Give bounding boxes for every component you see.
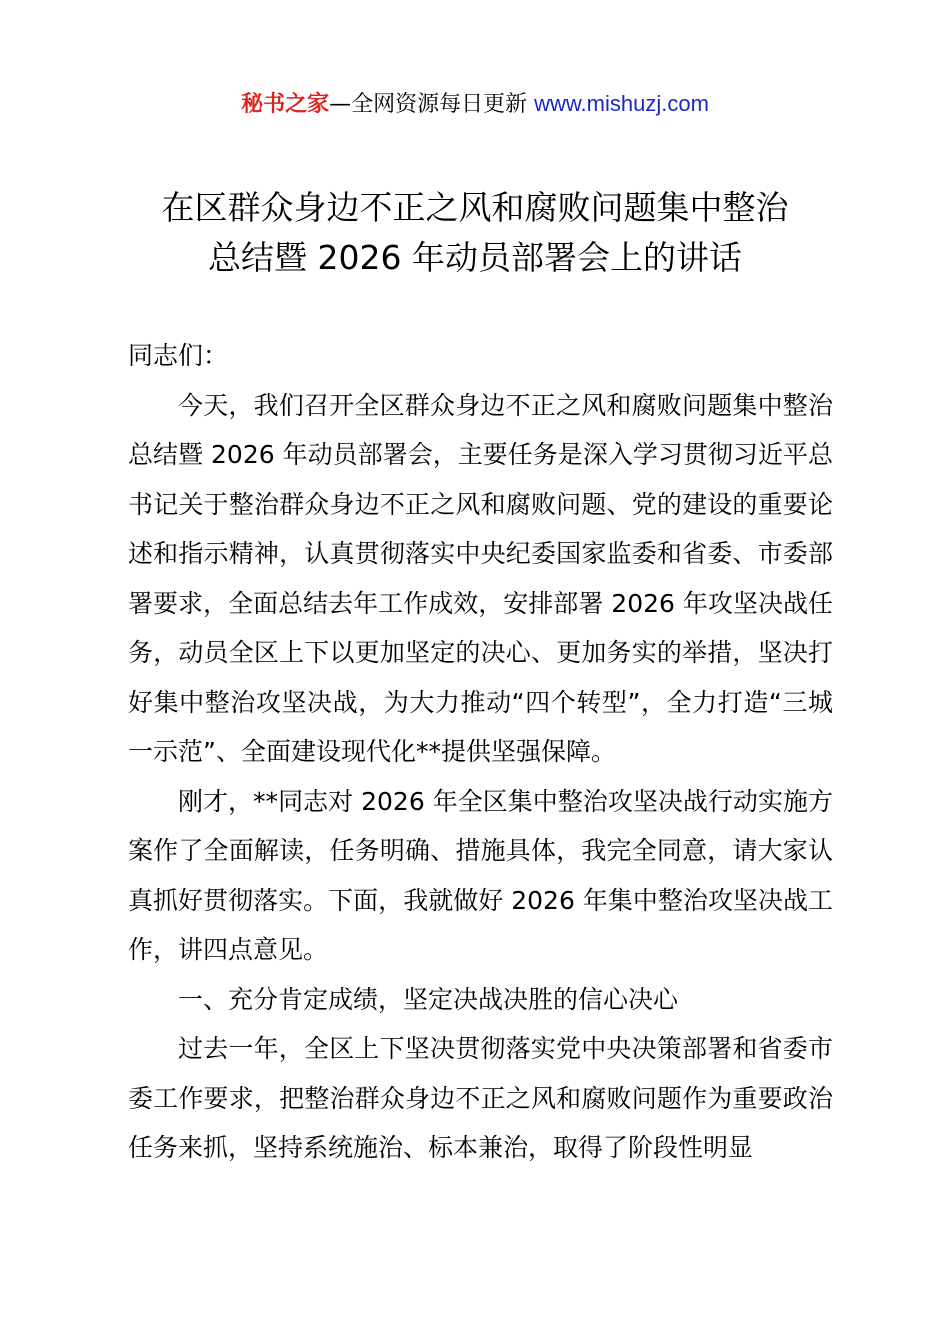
header-slogan: —全网资源每日更新	[329, 92, 528, 117]
title-line-1: 在区群众身边不正之风和腐败问题集中整治	[161, 188, 789, 227]
paragraph-transition: 刚才，**同志对 2026 年全区集中整治攻坚决战行动实施方案作了全面解读，任务明确、措施具体，我完全同意，请大家认真抓好贯彻落实。下面，我就做好 2026 年集中整治攻坚决战工作，讲四点意见。	[128, 786, 833, 964]
site-url-link[interactable]: www.mishuzj.com	[534, 91, 709, 116]
salutation: 同志们：	[128, 341, 229, 370]
section-heading-1: 一、充分肯定成绩，坚定决战决胜的信心决心	[178, 984, 679, 1014]
brand-name: 秘书之家	[241, 92, 330, 117]
document-body	[128, 331, 833, 1173]
site-header	[0, 88, 950, 121]
paragraph-section-1: 过去一年，全区上下坚决贯彻落实党中央决策部署和省委市委工作要求，把整治群众身边不正之风和腐败问题作为重要政治任务来抓，坚持系统施治、标本兼治，取得了阶段性明显	[128, 1034, 833, 1162]
document-title	[0, 183, 950, 283]
paragraph-intro: 今天，我们召开全区群众身边不正之风和腐败问题集中整治总结暨 2026 年动员部署会，主要任务是深入学习贯彻习近平总书记关于整治群众身边不正之风和腐败问题、党的建设的重要论述和指示精神，认真贯彻落实中央纪委国家监委和省委、市委部署要求，全面总结去年工作成效，安排部署 2026 年攻坚决战任务，动员全区上下以更加坚定的决心、更加务实的举措，坚决打好集中整治攻坚决战，为大力推动“四个转型”，全力打造“三城一示范”、全面建设现代化**提供坚强保障。	[128, 390, 833, 766]
title-line-2: 总结暨 2026 年动员部署会上的讲话	[208, 238, 742, 277]
